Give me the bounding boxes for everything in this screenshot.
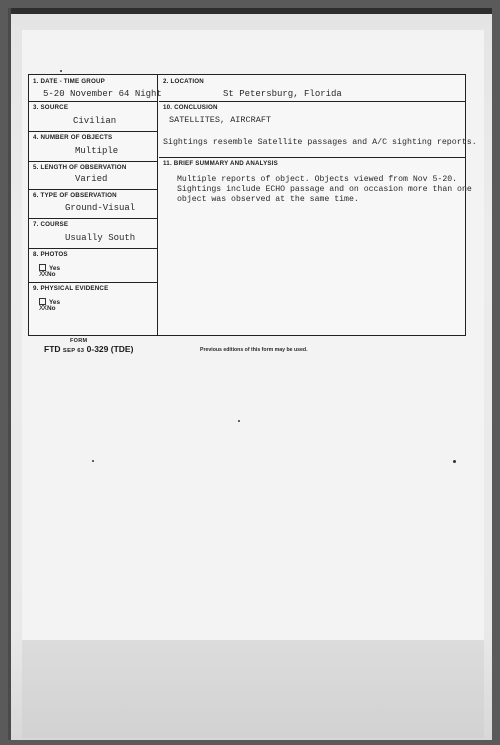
course-label: 7. COURSE [33, 221, 69, 228]
project-record-card [28, 74, 477, 336]
location-cell [159, 75, 465, 102]
form-right-column [159, 75, 477, 335]
course-value: Usually South [65, 233, 136, 243]
type-of-observation-cell [29, 189, 157, 219]
form-prefix: FTD [44, 344, 61, 354]
length-of-observation-label: 5. LENGTH OF OBSERVATION [33, 164, 127, 171]
photos-label: 8. PHOTOS [33, 251, 68, 258]
conclusion-value: SATELLITES, AIRCRAFT [169, 115, 272, 125]
summary-cell [159, 157, 472, 335]
location-label: 2. LOCATION [163, 78, 204, 85]
summary-text [177, 175, 472, 205]
scan-speck [60, 70, 62, 72]
number-of-objects-label: 4. NUMBER OF OBJECTS [33, 134, 113, 141]
physical-evidence-cell [29, 282, 157, 335]
date-time-group-cell [29, 75, 162, 102]
summary-line: Multiple reports of object. Objects viewed from Nov 5-20. [177, 175, 458, 184]
scan-speck [453, 460, 456, 463]
source-cell [29, 101, 157, 132]
photos-no-option: XXNo [39, 271, 56, 279]
location-value: St Petersburg, Florida [223, 89, 342, 99]
form-footer [44, 338, 474, 362]
scanned-document [8, 8, 492, 740]
date-time-group-label: 1. DATE - TIME GROUP [33, 78, 105, 85]
photos-no-mark: XX [39, 271, 47, 279]
length-of-observation-value: Varied [75, 174, 108, 184]
scan-speck [92, 460, 94, 462]
summary-label: 11. BRIEF SUMMARY AND ANALYSIS [163, 160, 278, 167]
form-number: 0-329 (TDE) [86, 344, 134, 354]
page-lower-strip [22, 640, 484, 738]
photos-yes-checkbox-icon [39, 264, 46, 271]
summary-line: object was observed at the same time. [177, 195, 359, 204]
form-date: SEP 63 [62, 348, 85, 354]
type-of-observation-label: 6. TYPE OF OBSERVATION [33, 192, 117, 199]
physical-evidence-yes-checkbox-icon [39, 298, 46, 305]
length-of-observation-cell [29, 161, 157, 190]
number-of-objects-cell [29, 131, 157, 162]
form-left-column [29, 75, 162, 335]
conclusion-note: Sightings resemble Satellite passages and A/C sighting reports. [163, 138, 477, 147]
type-of-observation-value: Ground-Visual [65, 203, 136, 213]
photos-cell [29, 248, 157, 283]
physical-evidence-no-option: XXNo [39, 305, 56, 313]
scan-speck [238, 420, 240, 422]
number-of-objects-value: Multiple [75, 146, 119, 156]
form-footer-label: FORM [70, 338, 88, 344]
physical-evidence-yes-option: Yes [39, 298, 60, 306]
source-value: Civilian [73, 116, 117, 126]
scan-top-border [8, 8, 492, 14]
conclusion-label: 10. CONCLUSION [163, 104, 218, 111]
date-time-group-value: 5-20 November 64 Night [43, 89, 162, 99]
conclusion-cell [159, 101, 477, 158]
summary-line: Sightings include ECHO passage and on occasion more than one [177, 185, 472, 194]
form-identifier [44, 344, 133, 354]
photos-yes-option: Yes [39, 264, 60, 272]
previous-editions-note: Previous editions of this form may be used. [200, 347, 308, 353]
physical-evidence-label: 9. PHYSICAL EVIDENCE [33, 285, 109, 292]
scan-left-border [8, 8, 11, 740]
source-label: 3. SOURCE [33, 104, 69, 111]
course-cell [29, 218, 157, 249]
physical-evidence-no-mark: XX [39, 305, 47, 313]
